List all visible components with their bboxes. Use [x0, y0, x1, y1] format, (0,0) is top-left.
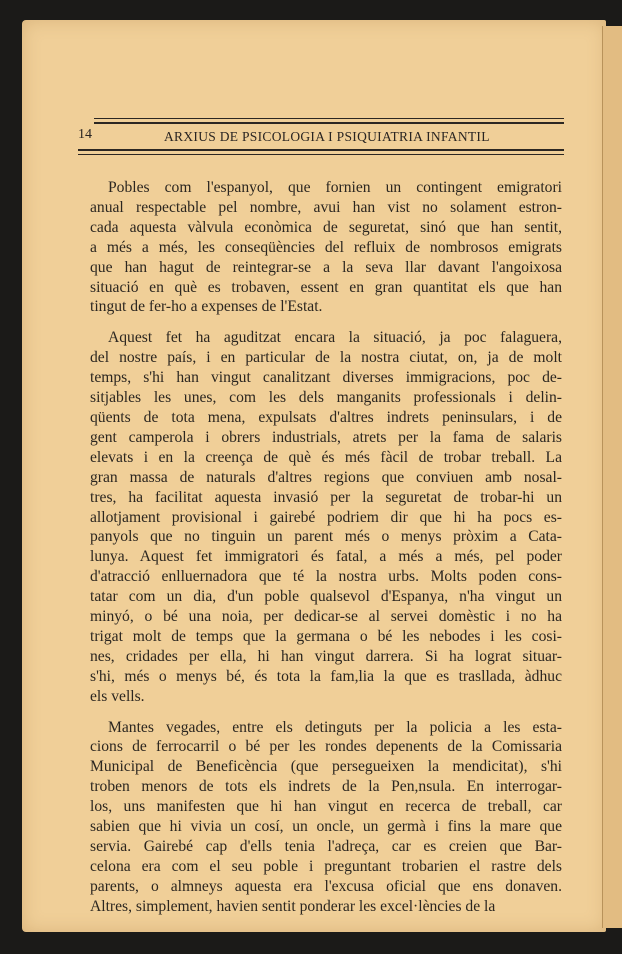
header-rule-top-thick	[94, 122, 564, 124]
paragraph	[90, 718, 562, 917]
text-line: sabien que hi vivia un cosí, un oncle, un germà i fins la mare que	[90, 818, 562, 836]
text-line: Altres, simplement, havien sentit ponderar les excel·lències de la	[90, 897, 496, 915]
text-line: troben menors de tots els indrets de la Pen,nsula. En interrogar-	[90, 778, 562, 796]
text-line: els vells.	[90, 687, 145, 705]
running-title: ARXIUS DE PSICOLOGIA I PSIQUIATRIA INFANTIL	[164, 129, 490, 144]
text-line: que han hagut de reintegrar-se a la seva llar davant l'angoixosa	[90, 258, 562, 276]
text-line: qüents de tota mena, expulsats d'altres indrets peninsulars, i de	[90, 408, 562, 426]
text-line: a més a més, les conseqüències del refluix de nombrosos emigrats	[90, 238, 562, 256]
adjacent-page-edge	[602, 26, 622, 928]
text-line: Aquest fet ha aguditzat encara la situació, ja poc falaguera,	[108, 329, 562, 347]
text-line: tingut de fer-ho a expenses de l'Estat.	[90, 298, 323, 316]
text-line: Municipal de Beneficència (que persegueixen la mendicitat), s'hi	[90, 758, 562, 776]
text-line: d'atracció enlluernadora que té la nostra urbs. Molts poden cons-	[90, 568, 562, 586]
text-line: trigat molt de temps que la germana o bé les nebodes i les cosi-	[90, 627, 562, 645]
text-line: elevats i en la creença de què és més fàcil de trobar treball. La	[90, 448, 562, 466]
paragraph-gap	[90, 317, 562, 328]
text-line: temps, s'hi han vingut canalitzant diverses immigracions, poc de-	[90, 369, 562, 387]
header-rule-top	[94, 118, 564, 119]
paragraph	[90, 178, 562, 317]
header-rule-bottom	[78, 154, 564, 155]
text-line: tatar com un dia, d'un poble qualsevol d'Espanya, n'ha vingut un	[90, 588, 562, 606]
text-line: gran massa de naturals d'altres regions que conviuen amb nosal-	[90, 468, 562, 486]
body-text	[90, 178, 562, 917]
paragraph-gap	[90, 707, 562, 718]
header-rule-bottom-thick	[78, 149, 564, 151]
text-line: los, uns manifesten que hi han vingut en recerca de treball, car	[90, 798, 562, 816]
text-line: sitjables les unes, com les dels manganits professionals i delin-	[90, 389, 562, 407]
text-line: minyó, o bé una noia, per dedicar-se al servei domèstic i no ha	[90, 608, 562, 626]
text-line: servia. Gairebé cap d'ells tenia l'adreça, car es creien que Bar-	[90, 838, 562, 855]
text-line: s'hi, més o menys bé, és tota la fam,lia la que es trasllada, àdhuc	[90, 667, 562, 685]
paragraph	[90, 328, 562, 706]
text-line: del nostre país, i en particular de la nostra ciutat, on, ja de molt	[90, 349, 562, 367]
text-line: allotjament provisional i gairebé podriem dir que hi ha pocs es-	[90, 508, 562, 526]
text-line: cada aquesta vàlvula econòmica de seguretat, sinó que han sentit,	[90, 218, 562, 236]
text-line: lunya. Aquest fet immigratori és fatal, a més a més, pel poder	[90, 548, 562, 566]
text-line: parents, o almneys aquesta era l'excusa oficial que ens donaven.	[90, 877, 562, 895]
text-line: Pobles com l'espanyol, que fornien un contingent emigratori	[108, 179, 562, 196]
text-line: tres, ha facilitat aquesta invasió per la seguretat de trobar-hi un	[90, 488, 562, 506]
text-line: anual respectable pel nombre, avui han vist no solament estron-	[90, 198, 562, 216]
text-line: gent camperola i obrers industrials, atrets per la fama de salaris	[90, 428, 562, 446]
text-line: Mantes vegades, entre els detinguts per la policia a les esta-	[108, 718, 562, 736]
text-line: panyols que no tinguin un parent més o menys pròxim a Cata-	[90, 528, 562, 546]
text-line: nes, cridades per ella, hi han vingut darrera. Si ha lograt situar-	[90, 647, 562, 665]
text-line: cions de ferrocarril o bé per les rondes depenents de la Comissaria	[90, 738, 562, 756]
text-line: situació en què es trobaven, essent en gran quantitat els que han	[90, 278, 562, 296]
page-number: 14	[78, 127, 92, 142]
text-line: celona era com el seu poble i preguntant trobarien el rastre dels	[90, 857, 562, 875]
